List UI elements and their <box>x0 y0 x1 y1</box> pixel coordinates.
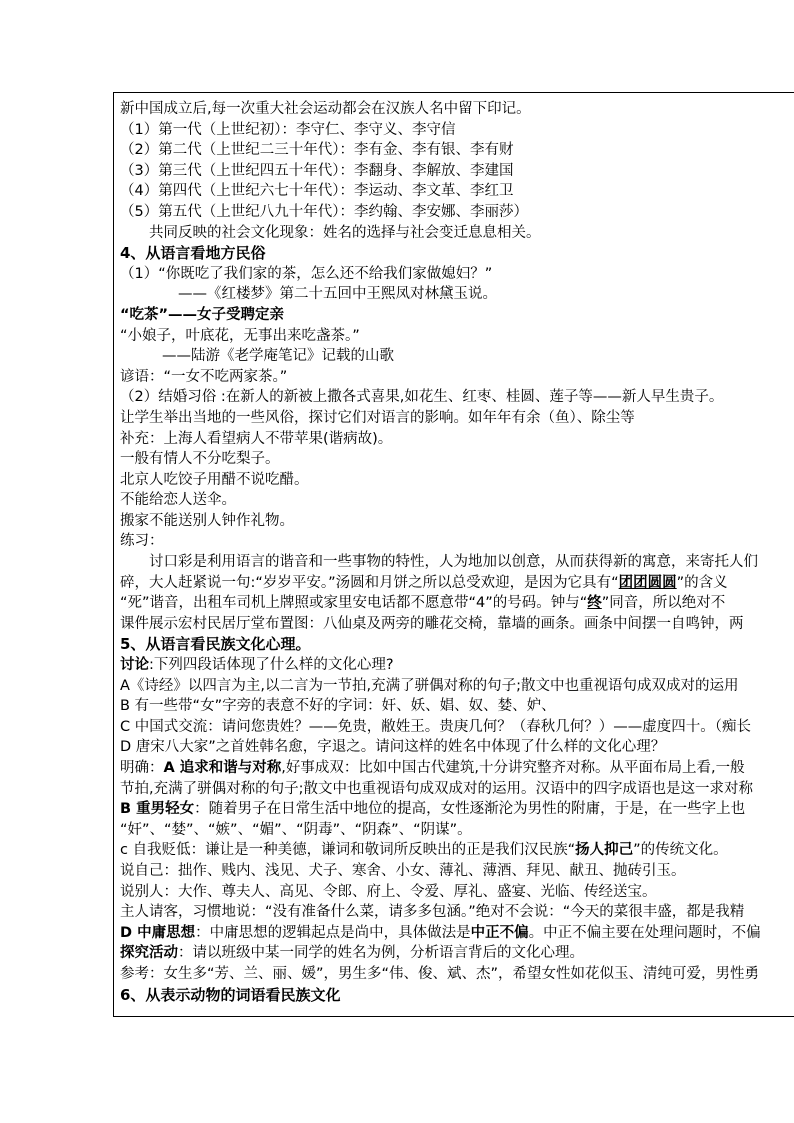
paragraph: “奸”、“婪”、“嫉”、“媚”、“阴毒”、“阴森”、“阴谋”。 <box>120 821 472 838</box>
emphasis-text: 中正不偏 <box>470 924 529 941</box>
paragraph: 参考：女生多“芳、兰、丽、媛”，男生多“伟、俊、斌、杰”，希望女性如花似玉、清纯可爱，男性勇 <box>120 965 760 982</box>
list-item: A《诗经》以四言为主,以二言为一节拍,充满了骈偶对称的句子;散文中也重视语句成双成对的运用 <box>120 677 739 694</box>
subheading: “吃茶”——女子受聘定亲 <box>120 306 285 323</box>
document-content <box>120 99 794 1005</box>
paragraph: 让学生举出当地的一些风俗，探讨它们对语言的影响。如年年有余（鱼）、除尘等 <box>120 409 635 426</box>
emphasis-text: A 追求和谐与对称 <box>163 760 282 776</box>
paragraph: 说自己：拙作、贱内、浅见、犬子、寒舍、小女、薄礼、薄酒、拜见、献丑、抛砖引玉。 <box>120 862 686 879</box>
text-run: c 自我贬低：谦让是一种美德，谦词和敬词所反映出的正是我们汉民族“ <box>120 842 576 859</box>
emphasis-text: 探究活动 <box>120 945 178 962</box>
emphasis-text: B 重男轻女 <box>120 801 195 818</box>
text-run: ”的含义 <box>676 574 728 591</box>
emphasis-text: 扬人抑己 <box>575 842 634 859</box>
paragraph: 一般有情人不分吃梨子。 <box>120 451 280 468</box>
paragraph <box>120 923 794 944</box>
list-item: （3）第三代（上世纪四五十年代）：李翻身、李解放、李建国 <box>120 162 514 179</box>
text-run: ：中庸思想的逻辑起点是尚中，具体做法是 <box>195 924 471 941</box>
paragraph <box>120 655 794 676</box>
list-item: D 唐宋八大家”之首姓韩名愈，字退之。请问这样的姓名中体现了什么样的文化心理？ <box>120 739 666 756</box>
paragraph <box>120 840 794 861</box>
paragraph <box>120 799 794 820</box>
text-run: ”同音，所以绝对不 <box>601 595 726 612</box>
section-heading: 6、从表示动物的词语看民族文化 <box>120 985 341 1004</box>
section-heading: 5、从语言看民族文化心理。 <box>120 635 311 654</box>
text-run: 。中正不偏主要在处理问题时，不偏 <box>528 924 761 941</box>
text-run: 碎，大人赶紧说一句:“岁岁平安。”汤圆和月饼之所以总受欢迎，是因为它具有“ <box>120 574 619 591</box>
paragraph: 练习： <box>120 533 164 550</box>
emphasis-text: 团团圆圆 <box>618 574 677 591</box>
document-table-cell <box>113 92 794 1017</box>
emphasis-text: 终 <box>587 595 602 612</box>
paragraph: （1）“你既吃了我们家的茶，怎么还不给我们家做媳妇？” <box>120 265 493 282</box>
list-item: （1）第一代（上世纪初）：李守仁、李守义、李守信 <box>120 121 456 138</box>
paragraph: 补充：上海人看望病人不带苹果(谐病故)。 <box>120 430 393 447</box>
text-run: :下列四段话体现了什么样的文化心理? <box>149 657 394 674</box>
paragraph <box>120 943 794 964</box>
citation: ——陆游《老学庵笔记》记载的山歌 <box>162 348 394 365</box>
text-run: ,好事成双：比如中国古代建筑,十分讲究整齐对称。从平面布局上看,一般 <box>281 760 745 776</box>
paragraph: （2）结婚习俗 :在新人的新被上撒各式喜果,如花生、红枣、桂圆、莲子等——新人早生贵子。 <box>120 389 724 406</box>
text-run: 明确： <box>120 760 164 776</box>
paragraph: 节拍,充满了骈偶对称的句子;散文中也重视语句成双成对的运用。汉语中的四字成语也是这一求对称 <box>120 780 753 797</box>
list-item: （5）第五代（上世纪八九十年代）：李约翰、李安娜、李丽莎） <box>120 203 528 220</box>
paragraph: “小娘子，叶底花，无事出来吃盏茶。” <box>120 327 360 344</box>
paragraph <box>120 593 794 614</box>
label-text: 讨论 <box>120 657 149 674</box>
paragraph <box>120 758 794 779</box>
paragraph: 课件展示宏村民居厅堂布置图：八仙桌及两旁的雕花交椅，靠墙的画条。画条中间摆一自鸣钟，两 <box>120 615 744 632</box>
paragraph: 谚语：“一女不吃两家茶。” <box>120 368 288 385</box>
paragraph: 主人请客，习惯地说：“没有准备什么菜，请多多包涵。”绝对不会说：“今天的菜很丰盛，都是我精 <box>120 904 745 921</box>
emphasis-text: D 中庸思想 <box>120 924 196 941</box>
paragraph: 北京人吃饺子用醋不说吃醋。 <box>120 471 309 488</box>
paragraph: 说别人：大作、尊夫人、高见、令郎、府上、令爱、厚礼、盛宴、光临、传经送宝。 <box>120 883 657 900</box>
citation: ——《红楼梦》第二十五回中王熙凤对林黛玉说。 <box>178 286 497 303</box>
paragraph <box>120 573 794 594</box>
text-run: “死”谐音，出租车司机上牌照或家里安电话都不愿意带“4”的号码。钟与“ <box>120 595 588 612</box>
paragraph: 搬家不能送别人钟作礼物。 <box>120 512 294 529</box>
paragraph: 共同反映的社会文化现象：姓名的选择与社会变迁息息相关。 <box>149 224 541 241</box>
paragraph: 不能给恋人送伞。 <box>120 492 236 509</box>
list-item: B 有一些带“女”字旁的表意不好的字词：奸、妖、娼、奴、婪、妒、 <box>120 698 556 715</box>
list-item: （2）第二代（上世纪二三十年代）：李有金、李有银、李有财 <box>120 142 514 159</box>
text-run: ”的传统文化。 <box>633 842 728 859</box>
section-heading: 4、从语言看地方民俗 <box>120 244 266 263</box>
list-item: C 中国式交流：请问您贵姓？——免贵，敝姓王。贵庚几何？（春秋几何？）——虚度四十。（痴长 <box>120 718 751 735</box>
text-run: ：请以班级中某一同学的姓名为例，分析语言背后的文化心理。 <box>178 945 584 962</box>
text-run: ：随着男子在日常生活中地位的提高，女性逐渐沦为男性的附庸，于是，在一些字上也 <box>194 801 746 818</box>
paragraph: 讨口彩是利用语言的谐音和一些事物的特性，人为地加以创意，从而获得新的寓意，来寄托人们 <box>149 554 758 571</box>
paragraph: 新中国成立后,每一次重大社会运动都会在汉族人名中留下印记。 <box>120 101 531 117</box>
list-item: （4）第四代（上世纪六七十年代）：李运动、李文革、李红卫 <box>120 183 514 200</box>
